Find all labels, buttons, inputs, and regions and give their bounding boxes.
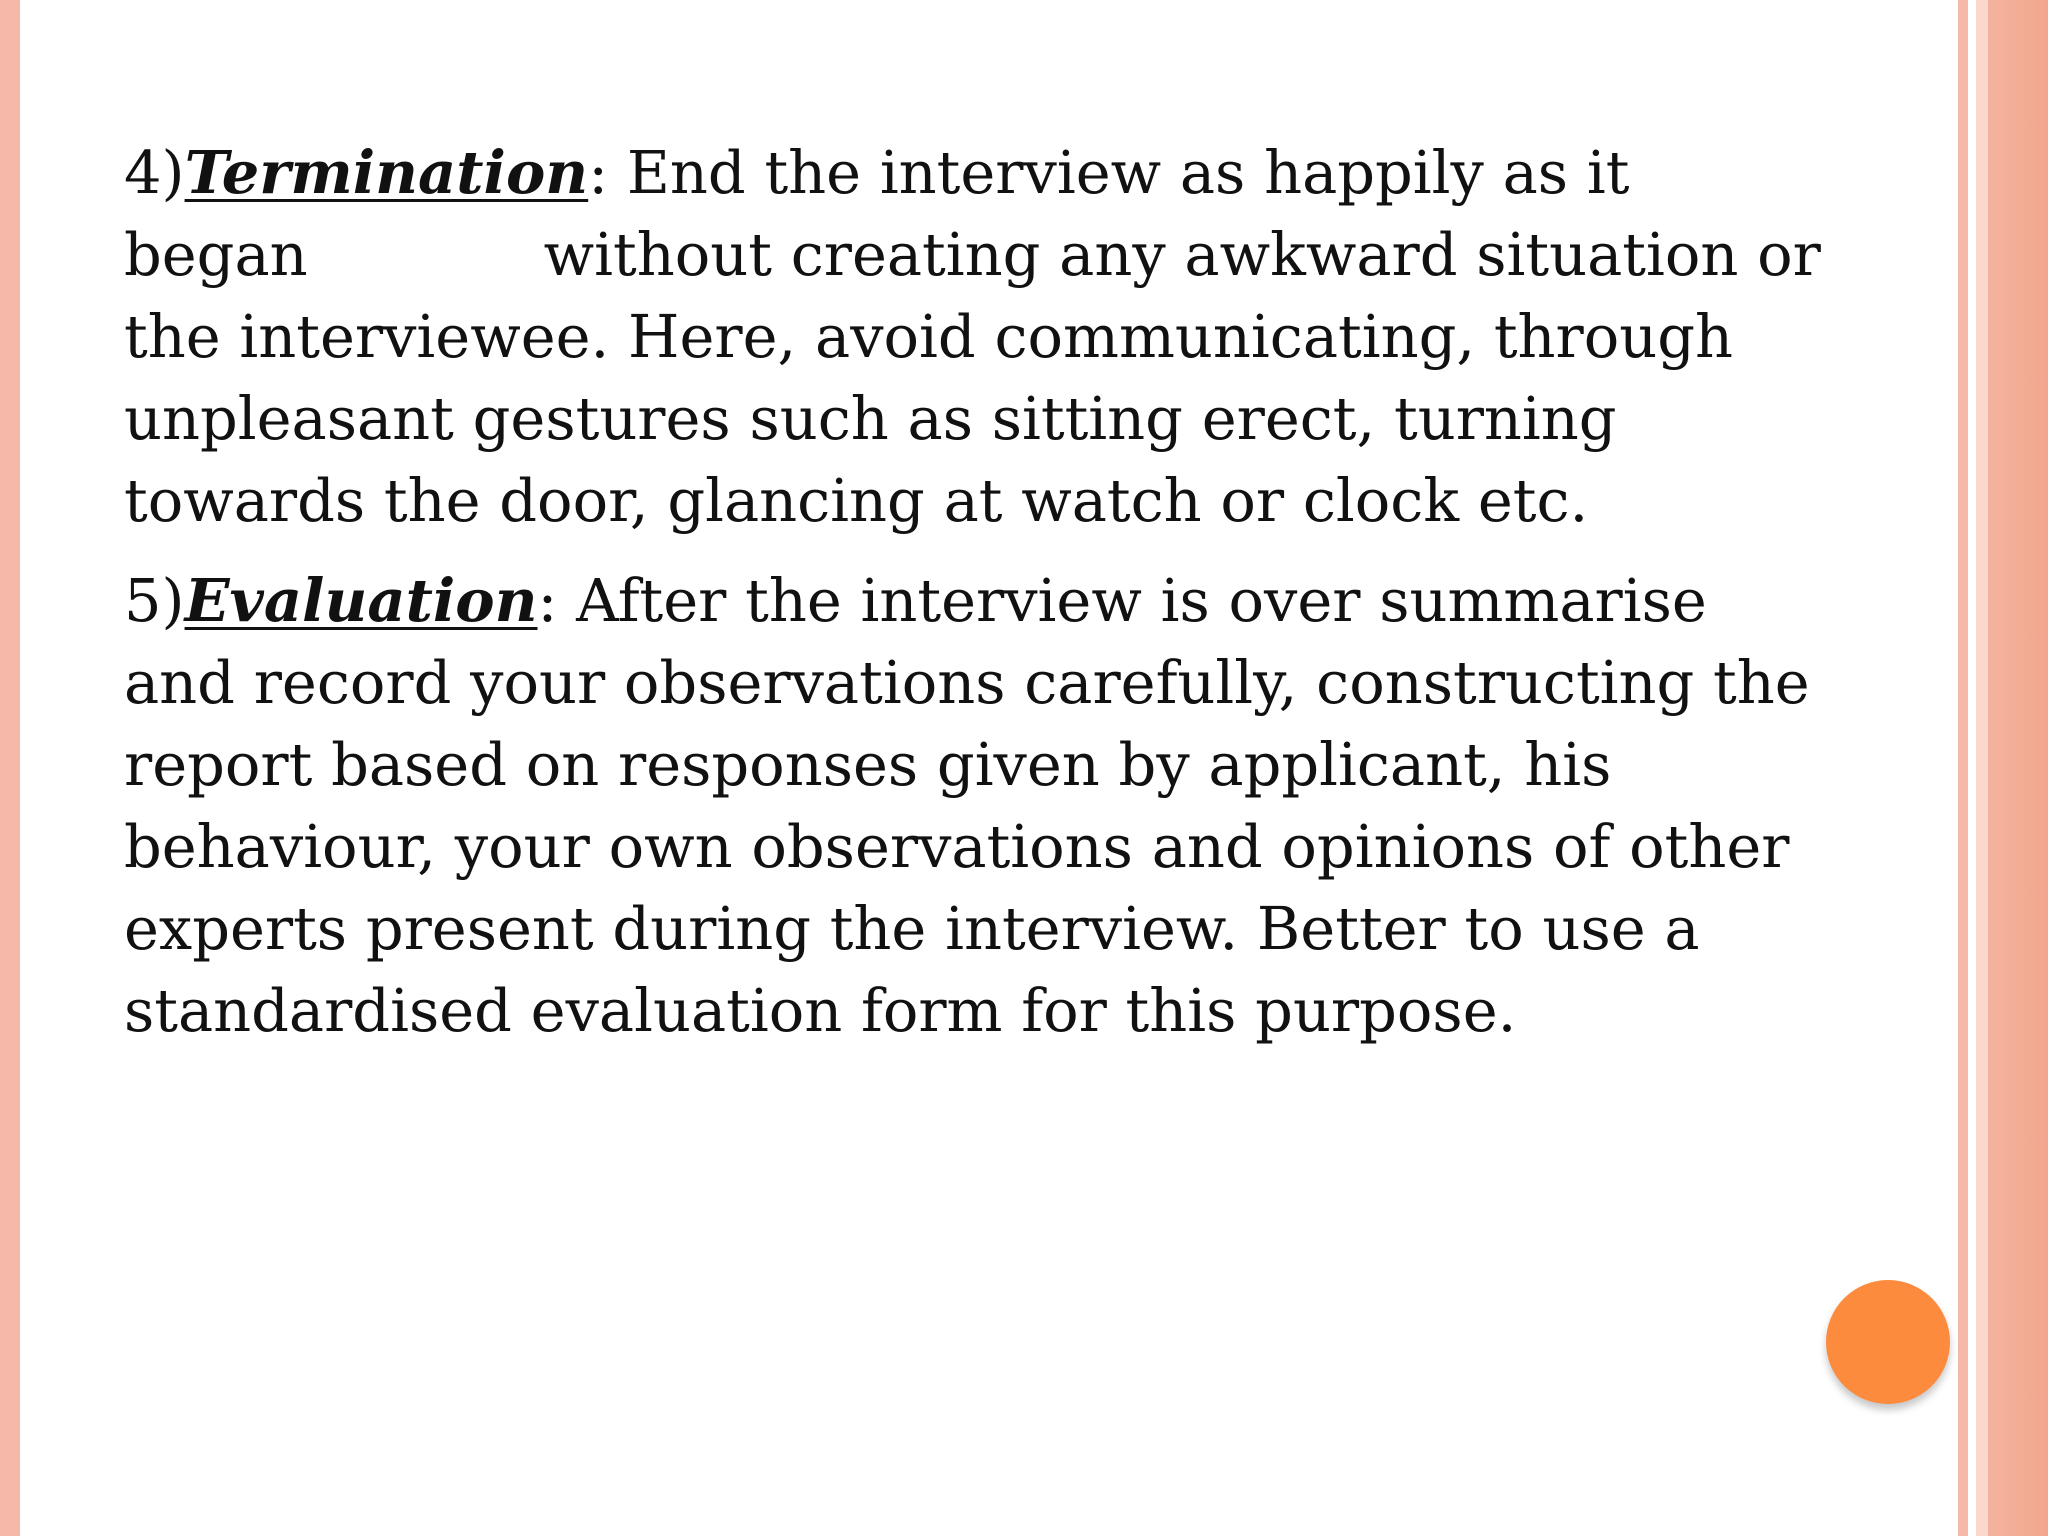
termination-second-line [124, 214, 1924, 296]
termination-heading: Termination [184, 138, 589, 207]
evaluation-first-line-text: After the interview is over summarise [557, 566, 1707, 635]
termination-line2-end: without creating any awkward situation or [543, 220, 1821, 289]
left-decorative-stripe [0, 0, 20, 1536]
termination-separator: : [588, 138, 609, 207]
point-evaluation [124, 560, 1924, 1052]
right-thin-stripe [1958, 0, 1968, 1536]
orange-circle-decoration [1826, 1280, 1950, 1404]
evaluation-line: experts present during the interview. Better to use a [124, 894, 1700, 963]
right-light-stripe [1976, 0, 1988, 1536]
termination-line: towards the door, glancing at watch or clock etc. [124, 466, 1589, 535]
evaluation-line: report based on responses given by applicant, his [124, 730, 1612, 799]
termination-first-line-text: End the interview as happily as it [608, 138, 1630, 207]
right-wide-stripe [1988, 0, 2048, 1536]
termination-number: 4) [124, 138, 185, 207]
evaluation-line: behaviour, your own observations and opinions of other [124, 812, 1790, 881]
point-termination [124, 132, 1924, 542]
termination-line: unpleasant gestures such as sitting erect, turning [124, 384, 1617, 453]
evaluation-line: standardised evaluation form for this purpose. [124, 976, 1517, 1045]
termination-line: the interviewee. Here, avoid communicating, through [124, 302, 1734, 371]
evaluation-number: 5) [124, 566, 185, 635]
evaluation-first-line [124, 560, 1924, 642]
slide-body [124, 132, 1924, 1070]
termination-first-line [124, 132, 1924, 214]
evaluation-line: and record your observations carefully, constructing the [124, 648, 1810, 717]
termination-line2-start: began [124, 220, 308, 289]
evaluation-separator: : [537, 566, 558, 635]
evaluation-heading: Evaluation [184, 566, 538, 635]
